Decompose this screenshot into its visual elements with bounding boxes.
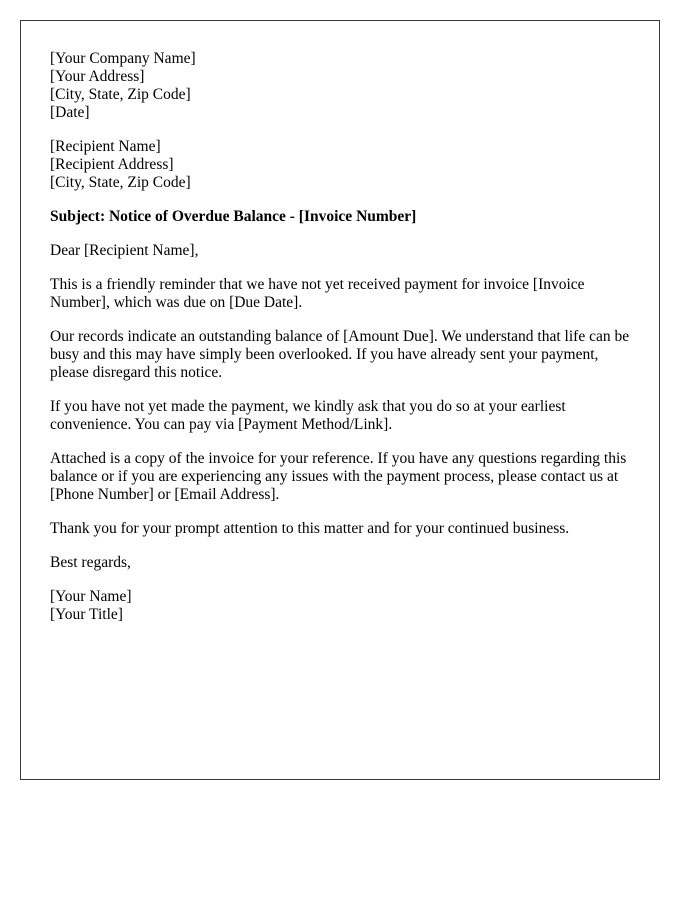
subject-line: Subject: Notice of Overdue Balance - [Invoice Number] [50,208,417,225]
letter-date: [Date] [50,104,90,121]
recipient-address: [Recipient Address] [50,156,174,173]
closing: Best regards, [50,554,131,571]
recipient-name: [Recipient Name] [50,138,161,155]
sender-company: [Your Company Name] [50,50,196,67]
sender-block [50,50,635,122]
paragraph-reminder: This is a friendly reminder that we have not yet received payment for invoice [Invoice Number], which was due on [Due Date]. [50,276,585,311]
signature-title: [Your Title] [50,606,123,623]
signature-name: [Your Name] [50,588,132,605]
sender-city-state-zip: [City, State, Zip Code] [50,86,191,103]
signature-block [50,588,635,624]
recipient-block [50,138,635,192]
letter-body [50,50,635,640]
sender-address: [Your Address] [50,68,145,85]
paragraph-attachment: Attached is a copy of the invoice for your reference. If you have any questions regarding this balance or if you are experiencing any issues with the payment process, please contact us at [Phone Number] or [Email Address]. [50,450,627,503]
paragraph-thanks: Thank you for your prompt attention to this matter and for your continued business. [50,520,570,537]
recipient-city-state-zip: [City, State, Zip Code] [50,174,191,191]
paragraph-balance: Our records indicate an outstanding balance of [Amount Due]. We understand that life can be busy and this may have simply been overlooked. If you have already sent your payment, please disregard this notice. [50,328,630,381]
salutation: Dear [Recipient Name], [50,242,199,259]
paragraph-payment-request: If you have not yet made the payment, we kindly ask that you do so at your earliest convenience. You can pay via [Payment Method/Link]. [50,398,566,433]
letter-page [20,20,660,780]
